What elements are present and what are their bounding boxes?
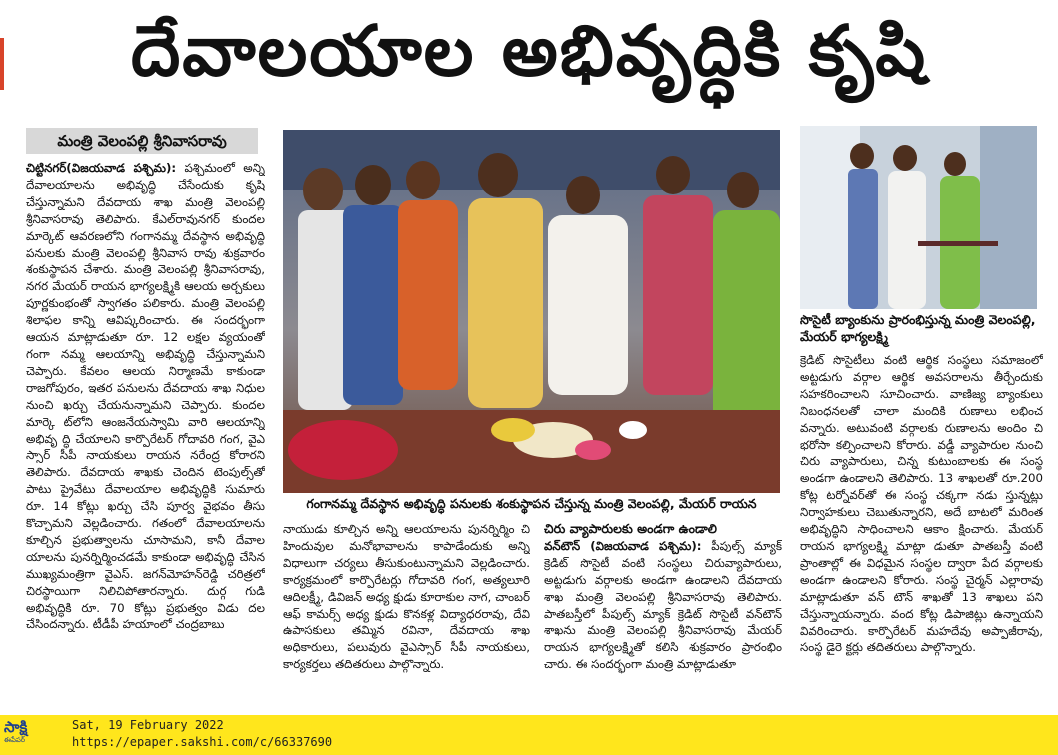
article-text-col3: పీపుల్స్‌ మ్యాక్‌ క్రెడిట్‌ సొసైటీ వంటి సంస్థలు చిరువ్యాపారులు, అట్టడుగు వర్గాలకు అండగా ఉండాలని దేవదాయ శాఖ మంత్రి వెలంపల్లి శ్రీనివాసరావు తెలిపారు. పాతబస్తీలో పీపుల్స్‌ మ్యాక్‌ క్రెడిట్‌ సొసైటీ వన్‌టౌన్‌ శాఖను మంత్రి వెలంపల్లి శ్రీనివాసరావు మేయర్‌ రాయన భాగ్యలక్ష్మితో కలిసి శుక్రవారం ప్రారంభిం చారు. ఈ సందర్భంగా మంత్రి మాట్లాడుతూ [544, 538, 782, 672]
main-photo-caption: గంగానమ్మ దేవస్థాన అభివృద్ధి పనులకు శంకుస్థాపన చేస్తున్న మంత్రి వెలంపల్లి, మేయర్‌ రాయన [306, 496, 757, 511]
epaper-url[interactable]: https://epaper.sakshi.com/c/66337690 [72, 735, 333, 749]
dateline-2: వన్‌టౌన్‌ (విజయవాడ పశ్చిమ): [544, 538, 702, 553]
ceremony-photo-image [283, 130, 780, 493]
bank-opening-photo-image [800, 126, 1037, 309]
logo-text: సాక్షి [4, 718, 28, 736]
article-text-col1: పశ్చిమంలో అన్ని దేవాలయాలను అభివృద్ధి చేసేందుకు కృషి చేస్తున్నామని దేవదాయ శాఖ మంత్రి వెలంపల్లి శ్రీనివాసరావు తెలిపారు. కేఎల్‌రావునగర్‌ కుందల మార్కెట్‌ ఆవరణలోని గంగానమ్మ దేవస్థాన అభివృద్ధి పనులకు మంత్రి వెలంపల్లి శ్రీనివాస రావు శుక్రవారం శంకుస్థాపన చేశారు. మంత్రి వెలంపల్లి శ్రీనివాసరావు, నగర మేయర్‌ రాయన భాగ్యలక్ష్మికి ఆలయ అర్చకులు పూర్ణకుంభంతో స్వాగతం పలికారు. మంత్రి వెలంపల్లి శిలాఫల కాన్ని ఆవిష్కరించారు. ఈ సందర్భంగా ఆయన మాట్లాడుతూ రూ. 12 లక్షల వ్యయంతో గంగా నమ్మ ఆలయాన్ని అభివృద్ధి చేస్తున్నామని చెప్పారు. కేవలం ఆలయ నిర్మాణమే కాకుండా రాజగోపురం, ఇతర పనులను దేవదాయ శాఖ నిధుల నుంచి ఖర్చు చేయనున్నామని చెప్పారు. కుందల మార్కె ట్‌లోని ఆంజనేయస్వామి వారి ఆలయాన్ని అభివృ ద్ధి చేయాలని కార్పొరేటర్‌ గోదావరి గంగ, వైఎ స్సార్‌ సీపీ నాయకులు రాయన నరేంద్ర కోరారని తెలిపారు. దేవదాయ శాఖకు చెందిన టెంపుల్స్‌తో పాటు ప్రైవేటు దేవాలయాల అభివృద్ధికి సుమారు రూ. 14 కోట్లు ఖర్చు చేసి పూర్వ వైభవం తీసు కొచ్చామని వెల్లడించారు. గతంలో దేవాలయాలను కూల్చిన ప్రభుత్వాలను చూసామని, కానీ దేవాల యాలను పునర్నిర్మించడమే కాకుండా అభివృద్ధి చేసిన ముఖ్యమంత్రిగా వైఎస్‌. జగన్‌మోహన్‌రెడ్డి చరిత్రలో చిరస్థాయిగా నిలిచిపోతారన్నారు. దుర్గ గుడి అభివృద్ధికి రూ. 70 కోట్లు ప్రభుత్వం విడు దల చేసిందన్నారు. టీడీపీ హయాంలో చంద్రబాబు [26, 161, 265, 632]
article-text-col2: నాయుడు కూల్చిన అన్ని ఆలయాలను పునర్నిర్మిం చి హిందువుల మనోభావాలను కాపాడేందుకు అన్ని విధాలుగా చర్యలు తీసుకుంటున్నామని వెల్లడించారు. కార్యక్రమంలో కార్పొరేటర్లు గోదావరి గంగ, అత్యలూరి ఆదిలక్ష్మీ, డివిజన్‌ అధ్య క్షుడు కూరాకుల నాగ, చాంబర్‌ ఆఫ్‌ కామర్స్‌ అధ్య క్షుడు కొనకళ్ల విద్యాధరరావు, దేవి ఉపాసకులు తమ్మిన రవినా, దేవదాయ శాఖ అధికారులు, పలువురు వైఎస్సార్‌ సీపీ నాయకులు, కార్యకర్తలు తదితరులు పాల్గొన్నారు. [283, 522, 530, 672]
article-column-2 [283, 521, 530, 715]
footer-info [72, 717, 332, 751]
side-photo-caption: సొసైటీ బ్యాంకును ప్రారంభిస్తున్న మంత్రి వెలంపల్లి, మేయర్‌ భాగ్యలక్ష్మి [800, 312, 1036, 344]
edition-date: Sat, 19 February 2022 [72, 718, 224, 732]
logo-subtext: ఈపేపర్ [4, 736, 26, 744]
article-column-4 [800, 352, 1043, 715]
article-column-3 [544, 521, 782, 715]
sakshi-logo [4, 718, 44, 752]
byline: మంత్రి వెలంపల్లి శ్రీనివాసరావు [26, 128, 258, 154]
main-photo [283, 130, 780, 493]
subheading: చిరు వ్యాపారులకు అండగా ఉండాలి [544, 521, 717, 536]
footer-bar [0, 715, 1058, 755]
dateline: చిట్టినగర్‌(విజయవాడ పశ్చిమ): [26, 161, 177, 175]
article-text-col4: క్రెడిట్‌ సొసైటీలు వంటి ఆర్థిక సంస్థలు సమాజంలో అట్టడుగు వర్గాల ఆర్థిక అవసరాలను తీర్చేందుకు సహకరించాలని సూచించారు. వాణిజ్య బ్యాంకులు నిబంధనలతో చాలా మందికి రుణాలు లభించ వన్నారు. అటువంటి వర్గాలకు రుణాలను అందిం చి భరోసా కల్పించాలని కోరారు. వడ్డీ వ్యాపారుల నుంచి చిరు వ్యాపారులు, చిన్న కుటుంబాలకు ఈ సంస్థ అండగా ఉండాలని తెలిపారు. 13 శాఖలతో రూ.200 కోట్ల టర్నోవర్‌తో ఈ సంస్థ చక్కగా నడు స్తున్నట్లు నిర్వాహకులు చెబుతున్నారని, అదే బాటలో మరింత అభివృద్ధిని సాధించాలని ఆకాం క్షించారు. మేయర్‌ రాయన భాగ్యలక్ష్మి మాట్లా డుతూ పాతబస్తీ వంటి ప్రాంతాల్లో ఈ విధమైన సంస్థల ద్వారా పేద వర్గాలకు అండగా ఉండాలని కోరారు. సంస్థ చైర్మన్‌ ఎల్లారావు మాట్లాడుతూ వన్‌ టౌన్‌ శాఖతో 13 శాఖలు పని చేస్తున్నాయన్నారు. వంద కోట్ల డిపాజిట్లు ఉన్నాయని వివరించారు. కార్పొరేటర్‌ మహదేవు అప్పాజీరావు, సంస్థ డైరె క్టర్లు తదితరులు పాల్గొన్నారు. [800, 353, 1043, 655]
side-photo [800, 126, 1037, 309]
article-column-1 [26, 160, 265, 716]
headline: దేవాలయాల అభివృద్ధికి కృషి [130, 9, 928, 92]
